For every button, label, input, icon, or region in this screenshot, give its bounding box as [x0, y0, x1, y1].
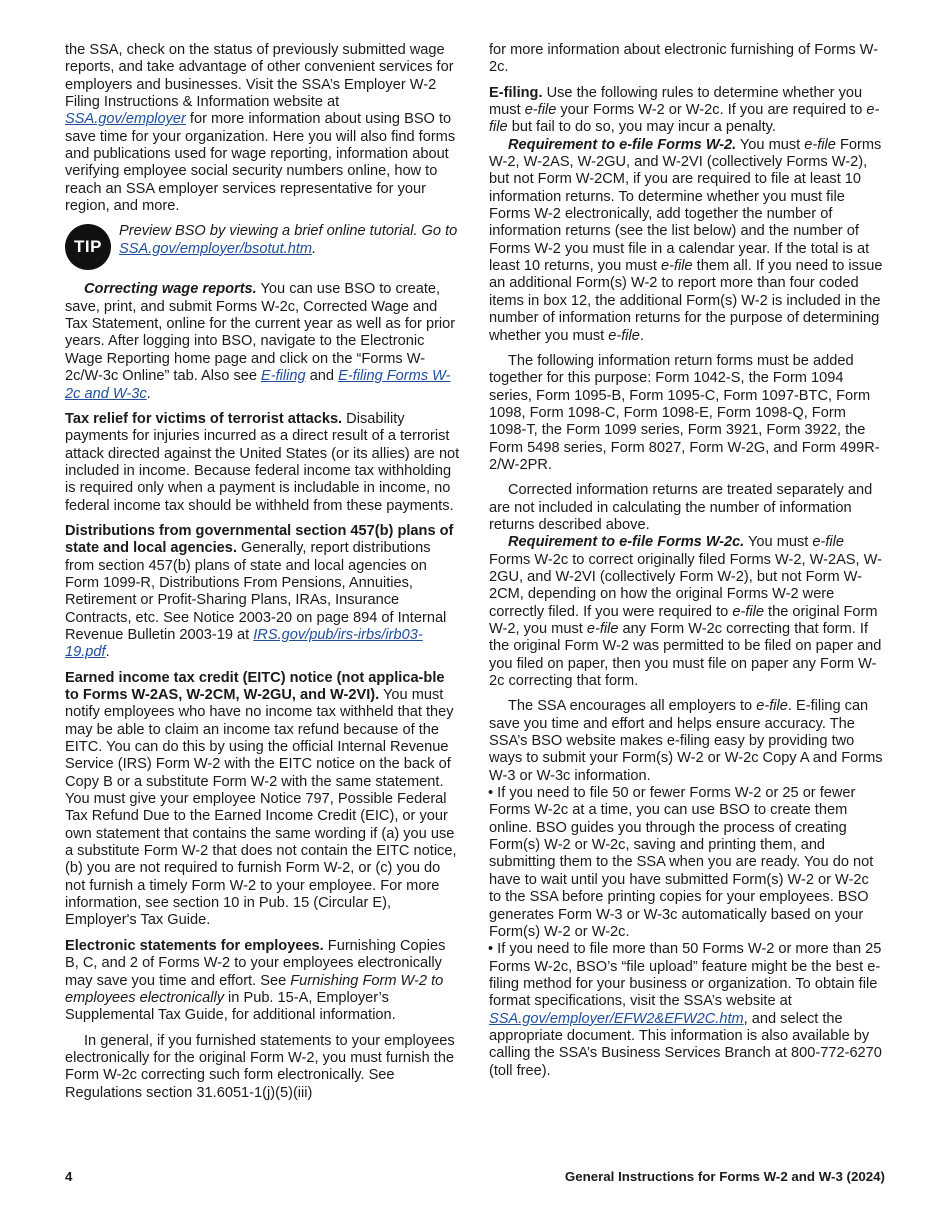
- electronic-statements-paragraph: Electronic statements for employees. Furnishing Copies B, C, and 2 of Forms W-2 to your employees electronically may save you time and effort. See Furnishing Form W-2 to employees electronically in Pub. 15-A, Employer’s Supplemental Tax Guide, for additional information.: [65, 937, 446, 1024]
- eitc-paragraph: Earned income tax credit (EITC) notice (not applica-ble to Forms W-2AS, W-2CM, W-2GU, and W-2VI). You must notify employees who have no income tax withheld that they may be able to claim an income tax refund because of the EITC. You can do this by using the official Internal Revenue Service (IRS) Form W-2 with the EITC notice on the back of Copy B or a substitute Form W-2 with the same statement. You must give your employee Notice 797, Possible Federal Tax Refund Due to the Earned Income Credit (EIC), or your own statement that contains the same wording if (a) you use a substitute Form W-2 that does not contain the EITC notice, (b) you are not required to furnish Form W-2, or (c) you do not furnish a timely Form W-2 to your employee. For more information, see section 10 in Pub. 15 (Circular E), Employer's Tax Guide.: [65, 669, 457, 929]
- electronic-statements-heading: Electronic statements for employees.: [65, 937, 324, 954]
- bso-tutorial-link[interactable]: SSA.gov/employer/bsotut.htm: [119, 240, 313, 257]
- in-general-paragraph: In general, if you furnished statements to your employees electronically for the original Form W-2, you must furnish the Form W-2c correcting such form electronically. See Regulations section 31.6051-1(j)(5)(iii): [65, 1032, 455, 1101]
- continued-paragraph: for more information about electronic furnishing of Forms W-2c.: [489, 42, 879, 76]
- requirement-w2-heading: Requirement to e-file Forms W-2.: [508, 136, 737, 153]
- distributions-heading: Distributions from governmental section 457(b) plans of state and local agencies.: [65, 522, 454, 557]
- e-filing-link[interactable]: E-filing: [261, 368, 306, 385]
- correcting-wage-reports-paragraph: Correcting wage reports. You can use BSO to create, save, print, and submit Forms W-2c, Corrected Wage and Tax Statement, online for the current year as well as for prior years. After logging into BSO, navigate to the Electronic Wage Reporting home page and click on the “Forms W-2c/W-3c Online” tab. Also see E-filing and E-filing Forms W-2c and W-3c.: [65, 281, 456, 402]
- left-column: [65, 42, 461, 1110]
- following-forms-paragraph: The following information return forms must be added together for this purpose: Form 1042-S, the Form 1094 series, Form 1095-B, Form 1095-C, Form 1097-BTC, Form 1098, Form 1098-C, Form 1098-E, Form 1098-Q, Form 1098-T, the Form 1099 series, Form 3921, Form 3922, the Form 5498 series, Form 8027, Form W-2G, and Form 499R-2/W-2PR.: [489, 352, 880, 473]
- requirement-w2-paragraph: Requirement to e-file Forms W-2. You must e-file Forms W-2, W-2AS, W-2GU, and W-2VI (collectively Forms W-2), but not Form W-2CM, if you are required to file at least 10 information returns. To determine whether you must file Forms W-2 electronically, add together the number of information returns (see the list below) and the number of Forms W-2 you must file in a calendar year. If the total is at least 10 returns, you must e-file them all. If you need to issue an additional Form(s) W-2 to report more than four coded items in box 12, the additional Form(s) W-2 is included in the number of information returns for the purpose of determining whether you must e-file.: [489, 136, 883, 344]
- right-column: [489, 42, 885, 1080]
- terrorist-heading: Tax relief for victims of terrorist attacks.: [65, 410, 343, 427]
- e-filing-w2c-w3c-link[interactable]: E-filing Forms W-2c and W-3c: [65, 368, 451, 402]
- requirement-w2c-paragraph: Requirement to e-file Forms W-2c. You must e-file Forms W-2c to correct originally filed Forms W-2, W-2AS, W-2GU, and W-2VI (collectively Form W-2), but not Form W-2CM, depending on how the original Forms W-2 were correctly filed. If you were required to e-file the original Form W-2, you must e-file any Form W-2c correcting that form. If the original Form W-2 was permitted to be filed on paper and you filed on paper, then you must file on paper any Form W-2c correcting that form.: [489, 534, 883, 690]
- bullet-item-file-upload: • If you need to file more than 50 Forms W-2 or more than 25 Forms W-2c, BSO’s “file upload” feature might be the best e-filing method for your business or organization. To obtain file format specifications, visit the SSA’s website at SSA.gov/employer/EFW2&EFW2C.htm, and select the appropriate document. This information is also available by calling the SSA’s Business Services Branch at 800-772-6270 (toll free).: [488, 941, 882, 1079]
- bullet-icon: •: [488, 941, 494, 958]
- e-filing-heading: E-filing.: [489, 84, 543, 101]
- efw2-link[interactable]: SSA.gov/employer/EFW2&EFW2C.htm: [489, 1010, 744, 1027]
- tip-box: [65, 223, 461, 271]
- eitc-heading: Earned income tax credit (EITC) notice (not applica-ble to Forms W-2AS, W-2CM, W-2GU, and W-2VI).: [65, 669, 445, 703]
- ssa-employer-link[interactable]: SSA.gov/employer: [65, 111, 186, 128]
- tip-text: Preview BSO by viewing a brief online tutorial. Go to SSA.gov/employer/bsotut.htm.: [119, 223, 458, 257]
- corrected-returns-paragraph: Corrected information returns are treated separately and are not included in calculating the number of information returns described above.: [489, 482, 873, 533]
- tip-icon: TIP: [65, 224, 111, 270]
- footer-title: General Instructions for Forms W-2 and W-3 (2024): [564, 1169, 885, 1184]
- ssa-encourages-paragraph: The SSA encourages all employers to e-file. E-filing can save you time and effort and helps ensure accuracy. The SSA’s BSO website makes e-filing easy by providing two ways to submit your Form(s) W-2 or W-2c Copy A and Forms W-3 or W-3c information.: [489, 698, 883, 784]
- intro-paragraph: the SSA, check on the status of previously submitted wage reports, and take advantage of other convenient services for employers and businesses. Visit the SSA’s Employer W-2 Filing Instructions & Information website at SSA.gov/employer for more information about using BSO to save time for your organization. Here you will also find forms and publications used for wage reporting, information about verifying employee social security numbers online, how to reach an SSA employer services representative for your region, and more.: [65, 42, 456, 215]
- correcting-heading: Correcting wage reports.: [84, 281, 257, 298]
- irb-link[interactable]: IRS.gov/pub/irs-irbs/irb03-19.pdf: [65, 626, 423, 661]
- e-filing-paragraph: E-filing. Use the following rules to determine whether you must e-file your Forms W-2 or W-2c. If you are required to e-file but fail to do so, you may incur a penalty.: [489, 84, 880, 136]
- page-number: 4: [65, 1169, 73, 1184]
- terrorist-relief-paragraph: Tax relief for victims of terrorist attacks. Disability payments for injuries incurred as a direct result of a terrorist attack directed against the United States (or its allies) are not included in income. Because federal income tax withholding is required only when a payment is includable in income, no federal income tax should be withheld from these payments.: [65, 410, 460, 514]
- bullet-icon: •: [488, 785, 494, 802]
- requirement-w2c-heading: Requirement to e-file Forms W-2c.: [508, 534, 745, 551]
- distributions-paragraph: Distributions from governmental section 457(b) plans of state and local agencies. Generally, report distributions from section 457(b) plans of state and local agencies on Form 1099-R, Distributions From Pensions, Annuities, Retirement or Profit-Sharing Plans, IRAs, Insurance Contracts, etc. See Notice 2003-20 on page 894 of Internal Revenue Bulletin 2003-19 at IRS.gov/pub/irs-irbs/irb03-19.pdf.: [65, 522, 454, 661]
- bullet-item-bso: • If you need to file 50 or fewer Forms W-2 or 25 or fewer Forms W-2c at a time, you can use BSO to create them online. BSO guides you through the process of creating Form(s) W-2 or W-2c, saving and printing them, and submitting them to the SSA when you are ready. You do not have to wait until you have submitted Form(s) W-2 or W-2c to the SSA before printing copies for your employees. BSO generates Form W-3 or W-3c automatically based on your Form(s) W-2 or W-2c.: [488, 785, 874, 940]
